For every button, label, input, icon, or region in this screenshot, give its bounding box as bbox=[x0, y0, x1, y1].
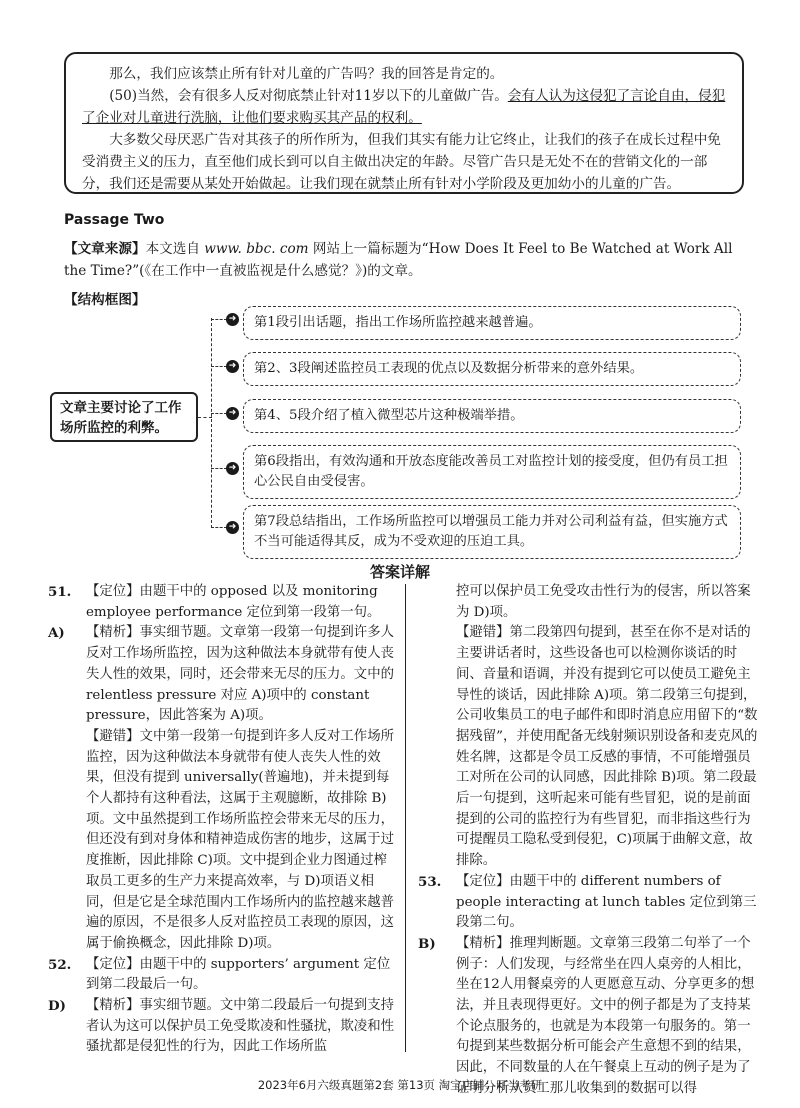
question-52-analysis-continued: 控可以保护员工免受攻击性行为的侵害，所以答案为 D)项。 bbox=[456, 584, 751, 620]
page-footer: 2023年6月六级真题第2套 第13页 淘宝店铺：叮当考研 bbox=[257, 1078, 543, 1092]
structure-label: 【结构框图】 bbox=[64, 292, 146, 308]
arrow-icon: ➜ bbox=[226, 313, 239, 326]
diagram-connector bbox=[211, 366, 227, 367]
answers-left-column bbox=[48, 582, 396, 1058]
diagram-connector bbox=[198, 417, 212, 418]
diagram-branch-1: 第1段引出话题，指出工作场所监控越来越普遍。 bbox=[243, 306, 741, 340]
question-52-locate: 52. 【定位】由题干中的 supporters’ argument 定位到第二段最后一句。 bbox=[48, 956, 391, 993]
question-number: 52. bbox=[48, 956, 72, 973]
answer-letter: D) bbox=[48, 998, 66, 1015]
question-52-analysis: D) 【精析】事实细节题。文中第二段最后一句提到支持者认为这可以保护员工免受欺凌和性骚扰，欺凌和性骚扰都是侵犯性的行为，因此工作场所监 bbox=[48, 998, 394, 1055]
diagram-branch-5: 第7段总结指出，工作场所监控可以增强员工能力并对公司利益有益，但实施方式不当可能适得其反，成为不受欢迎的压迫工具。 bbox=[243, 505, 741, 559]
source-text-2: 网站上一篇标题为“How Does It Feel to Be Watched at Work All the Time?”(《在工作中一直被监视是什么感觉？》)的文章。 bbox=[64, 241, 733, 279]
translation-paragraph-1: 那么，我们应该禁止所有针对儿童的广告吗？我的回答是肯定的。 bbox=[109, 66, 504, 82]
answer-letter: A) bbox=[48, 625, 65, 642]
diagram-spine bbox=[211, 318, 212, 528]
arrow-icon: ➜ bbox=[226, 407, 239, 420]
arrow-icon: ➜ bbox=[226, 360, 239, 373]
answer-letter: B) bbox=[418, 935, 436, 952]
diagram-connector bbox=[211, 319, 227, 320]
question-52-error-avoidance: 【避错】第二段第四句提到，甚至在你不是对话的主要讲话者时，这些设备也可以检测你谈话的时间、音量和语调，并没有提到它可以使员工避免主导性的谈话，因此排除 A)项。第二段第三句提到，公司收集员工的电子邮件和即时消息应用留下的“数据残留”，并使用配备无线射频识别设备和麦克风的姓名牌，这都是令员工反感的事情，不可能增强员工对所在公司的认同感，因此排除 B)项。第二段最后一句提到，这听起来可能有些冒犯，说的是前面提到的公司的监控行为有些冒犯，而非指这些行为可提醒员工隐私受到侵犯，C)项属于曲解文意，故排除。 bbox=[456, 625, 758, 869]
question-53-locate: 53. 【定位】由题干中的 different numbers of people interacting at lunch tables 定位到第三段第二句。 bbox=[418, 873, 757, 931]
translation-paragraph-2 bbox=[82, 85, 726, 129]
column-divider bbox=[405, 584, 406, 1052]
translation-box bbox=[64, 52, 744, 194]
source-label: 【文章来源】 bbox=[64, 241, 146, 257]
diagram-connector bbox=[211, 527, 227, 528]
question-53-analysis: B) 【精析】推理判断题。文章第三段第二句举了一个例子：人们发现，与经常坐在四人桌旁的人相比，坐在12人用餐桌旁的人更愿意互动、分享更多的想法，并且表现得更好。文中的例子都是为了支持某个论点服务的，也就是为本段第一句服务的。第一句提到某些数据分析可能会产生意想不到的结果，因此，不同数量的人在午餐桌上互动的例子是为了证明分析从员工那儿收集到的数据可以得 bbox=[418, 935, 755, 1096]
question-number: 51. bbox=[48, 584, 72, 600]
arrow-icon: ➜ bbox=[226, 521, 239, 534]
diagram-branch-2: 第2、3段阐述监控员工表现的优点以及数据分析带来的意外结果。 bbox=[243, 352, 741, 386]
translation-paragraph-3: 大多数父母厌恶广告对其孩子的所作所为，但我们其实有能力让它终止，让我们的孩子在成长过程中免受消费主义的压力，直至他们成长到可以自主做出决定的年龄。尽管广告只是无处不在的营销文化的一部分，我们还是需要从某处开始做起。让我们现在就禁止所有针对小学阶段及更加幼小的儿童的广告。 bbox=[82, 132, 721, 192]
source-text-1: 本文选自 bbox=[145, 241, 200, 257]
passage-title: Passage Two bbox=[64, 212, 165, 228]
diagram-branch-4: 第6段指出，有效沟通和开放态度能改善员工对监控计划的接受度，但仍有员工担心公民自由受侵害。 bbox=[243, 445, 741, 499]
answers-right-column bbox=[418, 582, 758, 1100]
question-number: 53. bbox=[418, 873, 442, 890]
source-site: www. bbc. com bbox=[204, 241, 309, 257]
arrow-icon: ➜ bbox=[226, 462, 239, 475]
diagram-branch-3: 第4、5段介绍了植入微型芯片这种极端举措。 bbox=[243, 399, 741, 433]
question-51-analysis: A) 【精析】事实细节题。文章第一段第一句提到许多人反对工作场所监控，因为这种做法本身就带有使人丧失人性的效果，同时，还会带来无尽的压力。文中的 relentless pressure 对应 A)项中的 constant pressure，因此答案为 A)项。 bbox=[48, 625, 394, 724]
answers-title: 答案详解 bbox=[369, 563, 430, 581]
diagram-central-box: 文章主要讨论了工作场所监控的利弊。 bbox=[50, 392, 198, 442]
translation-sentence-50: (50)当然，会有很多人反对彻底禁止针对11岁以下的儿童做广告。 bbox=[109, 88, 508, 104]
article-source bbox=[64, 238, 748, 282]
diagram-connector bbox=[211, 413, 227, 414]
diagram-connector bbox=[211, 468, 227, 469]
translation-underlined-sentence: 会有人认为这侵犯了言论自由，侵犯了企业对儿童进行洗脑，让他们要求购买其产品的权利。 bbox=[82, 88, 726, 126]
question-51-locate: 51. 【定位】由题干中的 opposed 以及 monitoring employee performance 定位到第一段第一句。 bbox=[48, 584, 381, 620]
question-51-error-avoidance: 【避错】文中第一段第一句提到许多人反对工作场所监控，因为这种做法本身就带有使人丧失人性的效果，但没有提到 universally(普遍地)，并未提到每个人都持有这种看法，这属于主观臆断，故排除 B)项。文中虽然提到工作场所监控会带来无尽的压力，但还没有到对身体和精神造成伤害的地步，这属于过度推断，因此排除 C)项。文中提到企业力图通过榨取员工更多的生产力来提高效率，与 D)项语义相同，但是它是全球范围内工作场所内的监控越来越普遍的原因，不是很多人反对监控员工表现的原因，这属于偷换概念，因此排除 D)项。 bbox=[86, 728, 394, 951]
